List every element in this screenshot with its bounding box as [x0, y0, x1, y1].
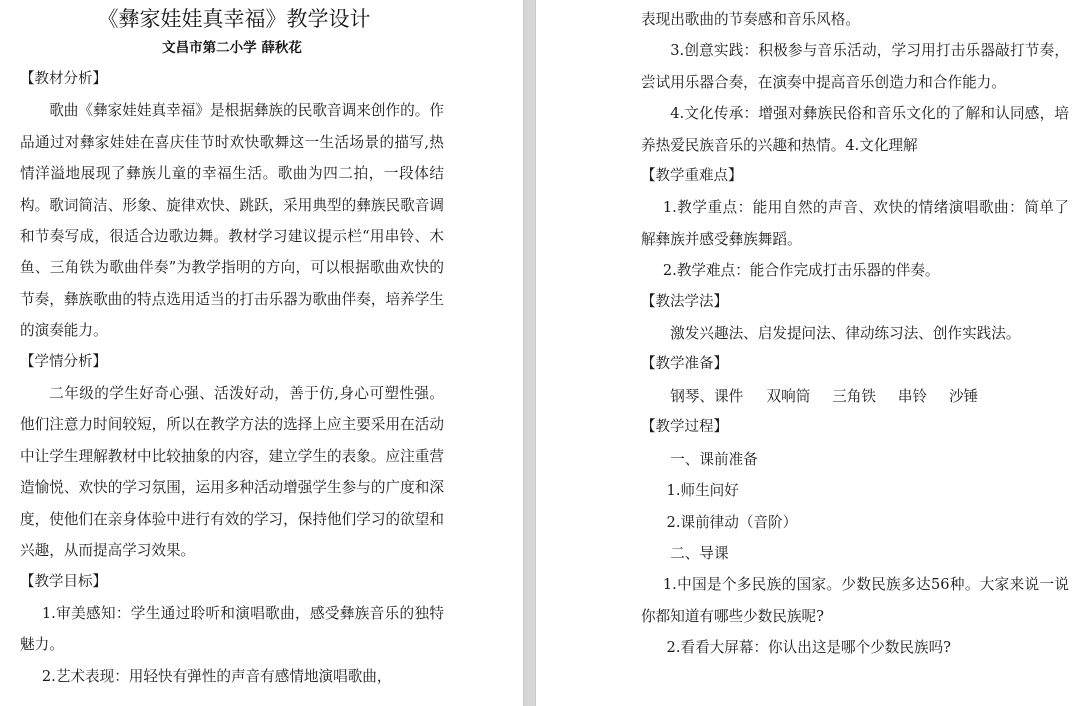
- section-heading-teaching-goals: 【教学目标】: [20, 573, 107, 590]
- process-step-title: 二、导课: [670, 544, 729, 562]
- teaching-materials-list: [641, 381, 1069, 412]
- document-title: 《彝家娃娃真幸福》教学设计: [97, 7, 371, 31]
- teaching-methods-text: 激发兴趣法、启发提问法、律动练习法、创作实践法。: [670, 325, 1021, 343]
- process-step-item: 1.师生问好: [666, 482, 739, 500]
- document-page-right: [535, 0, 1092, 706]
- difficult-point-text: 2.教学难点：能合作完成打击乐器的伴奏。: [662, 262, 940, 280]
- page-left-content: [20, 4, 444, 692]
- document-page-left: [0, 0, 524, 706]
- material-item: 沙锤: [949, 387, 979, 405]
- section-heading-textbook-analysis: 【教材分析】: [20, 71, 107, 87]
- process-step-item: 2.课前律动（音阶）: [666, 513, 798, 531]
- key-point-text: 1.教学重点：能用自然的声音、欢快的情绪演唱歌曲：简单了解彝族并感受彝族舞蹈。: [641, 199, 1069, 248]
- section-heading-teaching-methods: 【教法学法】: [641, 293, 728, 310]
- material-item: 三角铁: [832, 387, 877, 405]
- page-right-content: [641, 4, 1069, 664]
- goal-cultural-heritage: 4.文化传承：增强对彝族民俗和音乐文化的了解和认同感，培养热爱民族音乐的兴趣和热情。4.文化理解: [641, 105, 1069, 154]
- section-heading-student-analysis: 【学情分析】: [20, 353, 107, 370]
- process-step-title: 一、课前准备: [670, 450, 758, 468]
- section-heading-key-difficult-points: 【教学重难点】: [641, 168, 743, 185]
- material-item: 双响筒: [766, 387, 811, 405]
- goal-creative-practice: 3.创意实践：积极参与音乐活动，学习用打击乐器敲打节奏，尝试用乐器合奏，在演奏中提高音乐创造力和合作能力。: [641, 42, 1069, 91]
- section-heading-teaching-preparation: 【教学准备】: [641, 356, 728, 373]
- process-step-item: 1.中国是个多民族的国家。少数民族多达56种。大家来说一说你都知道有哪些少数民族呢?: [641, 576, 1069, 625]
- document-author-line: 文昌市第二小学 薛秋花: [162, 40, 302, 56]
- goal-artistic-expression-start: 2.艺术表现：用轻快有弹性的声音有感情地演唱歌曲，: [41, 667, 392, 685]
- process-step-item: 2.看看大屏幕：你认出这是哪个少数民族吗?: [666, 639, 951, 657]
- goal-aesthetic-perception: 1.审美感知：学生通过聆听和演唱歌曲，感受彝族音乐的独特魅力。: [20, 604, 444, 654]
- student-analysis-paragraph: 二年级的学生好奇心强、活泼好动，善于仿,身心可塑性强。他们注意力时间较短，所以在教学方法的选择上应主要采用在活动中让学生理解教材中比较抽象的内容，建立学生的表象。应注重营造愉悦、欢快的学习氛围，运用多种活动增强学生参与的广度和深度，使他们在亲身体验中进行有效的学习，保持他们学习的欲望和兴趣，从而提高学习效果。: [20, 385, 444, 560]
- material-item: 串铃: [897, 387, 928, 405]
- goal-artistic-expression-end: 表现出歌曲的节奏感和音乐风格。: [641, 11, 860, 28]
- section-heading-teaching-process: 【教学过程】: [641, 419, 728, 436]
- material-item: 钢琴、课件: [670, 387, 744, 405]
- textbook-analysis-paragraph: 歌曲《彝家娃娃真幸福》是根据彝族的民歌音调来创作的。作品通过对彝家娃娃在喜庆佳节时欢快歌舞这一生活场景的描写,热情洋溢地展现了彝族儿童的幸福生活。歌曲为四二拍，一段体结构。歌词简洁、形象、旋律欢快、跳跃，采用典型的彝族民歌音调和节奏写成，很适合边歌边舞。教材学习建议提示栏“用串铃、木鱼、三角铁为歌曲伴奏”为教学指明的方向，可以根据歌曲欢快的节奏，彝族歌曲的特点选用适当的打击乐器为歌曲伴奏，培养学生的演奏能力。: [20, 102, 444, 340]
